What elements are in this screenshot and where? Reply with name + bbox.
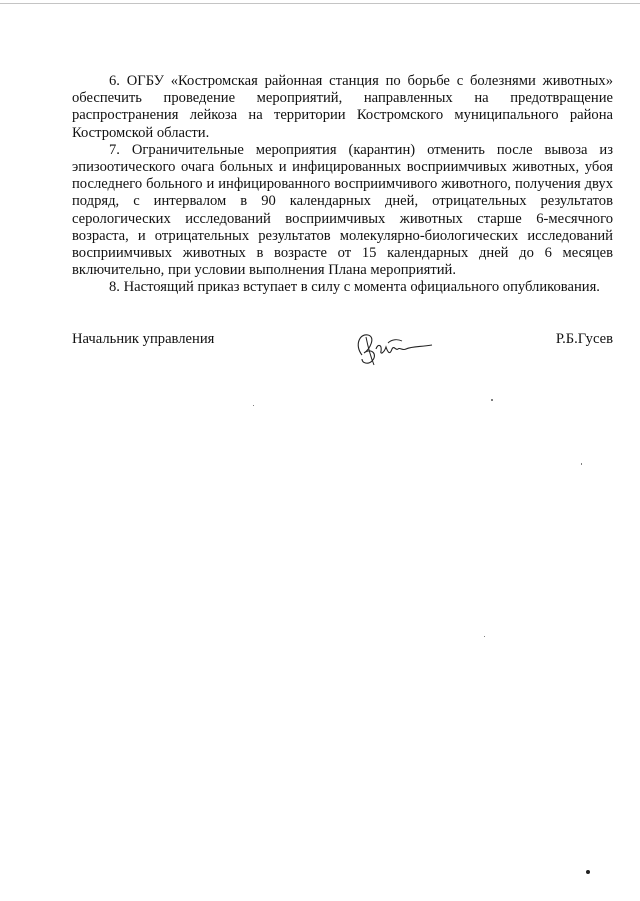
scan-speck	[253, 405, 254, 406]
signatory-name: Р.Б.Гусев	[555, 331, 613, 347]
scan-top-edge	[0, 3, 640, 4]
signatory-title: Начальник управления	[72, 331, 215, 347]
document-body	[72, 73, 613, 297]
scan-speck	[491, 399, 493, 401]
signature-block	[72, 331, 613, 371]
scan-speck	[586, 870, 590, 874]
paragraph-7: 7. Ограничительные мероприятия (карантин) отменить после вывоза из эпизоотического очага больных и инфицированных восприимчивых животных, убоя последнего больного и инфицированного восприимчивого животного, получения двух подряд, с интервалом в 90 календарных дней, отрицательных результатов серологических исследований восприимчивых животных старше 6-месячного возраста, и отрицательных результатов молекулярно-биологических исследований восприимчивых животных в возрасте от 15 календарных дней до 6 месяцев включительно, при условии выполнения Плана мероприятий.	[72, 141, 613, 279]
scan-speck	[484, 636, 485, 637]
handwritten-signature	[348, 325, 438, 367]
paragraph-6: 6. ОГБУ «Костромская районная станция по борьбе с болезнями животных» обеспечить проведение мероприятий, направленных на предотвращение распространения лейкоза на территории Костромского муниципального района Костромской области.	[72, 73, 613, 141]
scan-speck	[581, 463, 582, 465]
paragraph-8: 8. Настоящий приказ вступает в силу с момента официального опубликования.	[109, 279, 600, 296]
